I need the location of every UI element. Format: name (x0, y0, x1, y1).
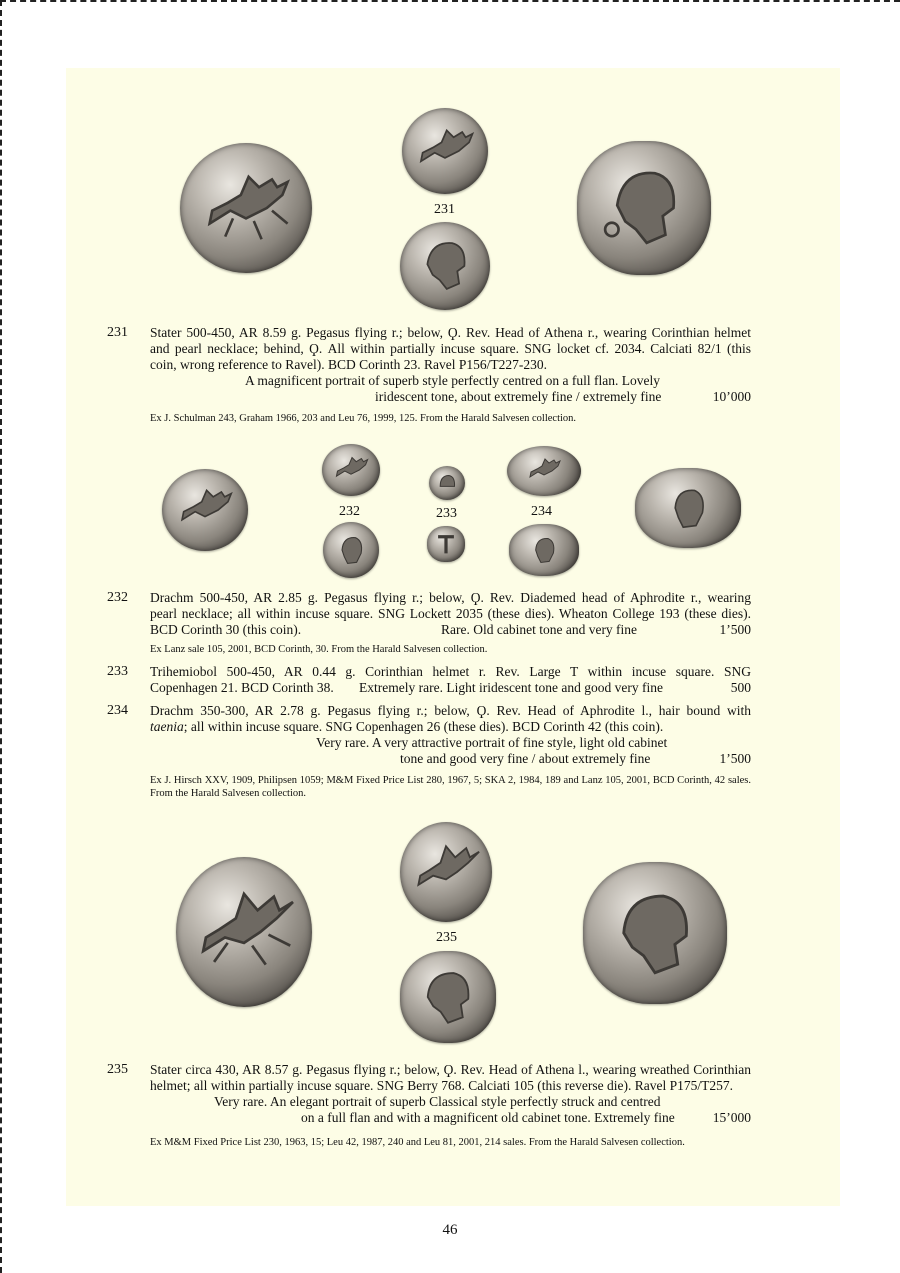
lot-231-remark-1: A magnificent portrait of superb style perfectly centred on a full flan. Lovely (245, 373, 660, 388)
lot-233-remark-1: Extremely rare. Light iridescent tone and good very fine (359, 680, 664, 695)
figure-label-231: 231 (434, 202, 455, 217)
lot-231-price: 10’000 (712, 389, 751, 404)
lot-number-231: 231 (107, 325, 128, 340)
lot-231-description (150, 325, 751, 373)
coin-233-obverse (429, 466, 465, 500)
lot-234-remark-2: tone and good very fine / about extremely fine (400, 751, 651, 766)
lot-235-description (150, 1062, 751, 1094)
lot-231-line-3: coin, wrong reference to Ravel). BCD Corinth 23. Ravel P156/T227-230. (150, 357, 548, 372)
aphrodite-head-icon (635, 468, 741, 548)
coin-234-obverse (507, 446, 581, 496)
lot-233-line-2: Copenhagen 21. BCD Corinth 38. (150, 680, 334, 695)
lot-233-price: 500 (730, 680, 751, 695)
coin-231-reverse-small (400, 222, 490, 310)
coin-235-reverse-large (583, 862, 727, 1004)
pegasus-icon (176, 857, 312, 1007)
lot-235-remark-2: on a full flan and with a magnificent old cabinet tone. Extremely fine (301, 1110, 675, 1125)
figure-label-233: 233 (436, 506, 457, 521)
coin-234-reverse-large (635, 468, 741, 548)
lot-number-234: 234 (107, 703, 128, 718)
athena-head-icon (400, 951, 496, 1043)
helmet-icon (429, 466, 465, 500)
lot-234-provenance: Ex J. Hirsch XXV, 1909, Philipsen 1059; M&M Fixed Price List 280, 1967, 5; SKA 2, 1984, 189 and Lanz 105, 2001, BCD Corinth, 42 sales. From the Harald Salvesen collection. (150, 775, 751, 799)
lot-231-provenance: Ex J. Schulman 243, Graham 1966, 203 and Leu 76, 1999, 125. From the Harald Salvesen collection. (150, 413, 577, 424)
lot-232-line-1: Drachm 500-450, AR 2.85 g. Pegasus flying r.; below, Ϙ. Rev. Diademed head of Aphrodite r., wearing (150, 590, 751, 605)
pegasus-icon (400, 822, 492, 922)
letter-t-icon (427, 526, 465, 562)
coin-232-reverse-small (323, 522, 379, 578)
aphrodite-head-icon (509, 524, 579, 576)
coin-233-reverse (427, 526, 465, 562)
lot-number-232: 232 (107, 590, 128, 605)
page-border-top (0, 0, 900, 2)
coin-231-reverse-large (577, 141, 711, 275)
lot-number-235: 235 (107, 1062, 128, 1077)
coin-232-obverse-small (322, 444, 380, 496)
lot-232-price: 1’500 (719, 622, 751, 637)
pegasus-icon (162, 469, 248, 551)
pegasus-icon (180, 143, 312, 273)
lot-234-line-2 (150, 719, 751, 735)
lot-234-line-2-rest: ; all within incuse square. SNG Copenhagen 26 (these dies). BCD Corinth 42 (this coin). (183, 719, 664, 734)
coin-235-obverse-small (400, 822, 492, 922)
coin-231-obverse-large (180, 143, 312, 273)
lot-234-price: 1’500 (719, 751, 751, 766)
coin-232-obverse-large (162, 469, 248, 551)
lot-231-remark-2: iridescent tone, about extremely fine / extremely fine (375, 389, 662, 404)
lot-234-line-1: Drachm 350-300, AR 2.78 g. Pegasus flying r.; below, Ϙ. Rev. Head of Aphrodite l., hair bound with (150, 703, 751, 718)
lot-235-line-2: helmet; all within partially incuse square. SNG Berry 768. Calciati 105 (this reverse die). Ravel P175/T257. (150, 1078, 733, 1093)
lot-235-provenance: Ex M&M Fixed Price List 230, 1963, 15; Leu 42, 1987, 240 and Leu 81, 2001, 214 sales. From the Harald Salvesen collection. (150, 1137, 685, 1148)
lot-231-line-1: Stater 500-450, AR 8.59 g. Pegasus flying r.; below, Ϙ. Rev. Head of Athena r., wearing Corinthian helmet (150, 325, 751, 340)
page-border-left (0, 0, 2, 1273)
lot-235-remark-1: Very rare. An elegant portrait of superb Classical style perfectly struck and centred (214, 1094, 661, 1109)
coin-235-obverse-large (176, 857, 312, 1007)
figure-label-234: 234 (531, 504, 552, 519)
lot-231-line-2: and pearl necklace; behind, Ϙ. All within partially incuse square. SNG locket cf. 2034. Calciati 82/1 (this (150, 341, 751, 356)
athena-head-icon (400, 222, 490, 310)
coin-231-obverse-small (402, 108, 488, 194)
page-number: 46 (442, 1222, 458, 1238)
lot-234-remark-1: Very rare. A very attractive portrait of fine style, light old cabinet (316, 735, 668, 750)
lot-232-line-3: BCD Corinth 30 (this coin). (150, 622, 302, 637)
lot-number-233: 233 (107, 664, 128, 679)
lot-235-line-1: Stater circa 430, AR 8.57 g. Pegasus flying r.; below, Ϙ. Rev. Head of Athena l., wearing wreathed Corinthian (150, 1062, 751, 1077)
lot-234-description (150, 703, 751, 735)
lot-233-line-1: Trihemiobol 500-450, AR 0.44 g. Corinthian helmet r. Rev. Large T within incuse square. SNG (150, 664, 751, 679)
taenia-term: taenia (150, 719, 184, 734)
pegasus-icon (507, 446, 581, 496)
athena-head-icon (583, 862, 727, 1004)
coin-235-reverse-small (400, 951, 496, 1043)
athena-head-icon (577, 141, 711, 275)
lot-232-line-2: pearl necklace; all within incuse square. SNG Lockett 2035 (these dies). Wheaton College 193 (these dies). (150, 606, 751, 621)
lot-235-price: 15’000 (712, 1110, 751, 1125)
lot-232-provenance: Ex Lanz sale 105, 2001, BCD Corinth, 30. From the Harald Salvesen collection. (150, 644, 488, 655)
lot-232-remark-1: Rare. Old cabinet tone and very fine (441, 622, 638, 637)
pegasus-icon (322, 444, 380, 496)
pegasus-icon (402, 108, 488, 194)
figure-label-232: 232 (339, 504, 360, 519)
figure-label-235: 235 (436, 930, 457, 945)
aphrodite-head-icon (323, 522, 379, 578)
coin-234-reverse-small (509, 524, 579, 576)
